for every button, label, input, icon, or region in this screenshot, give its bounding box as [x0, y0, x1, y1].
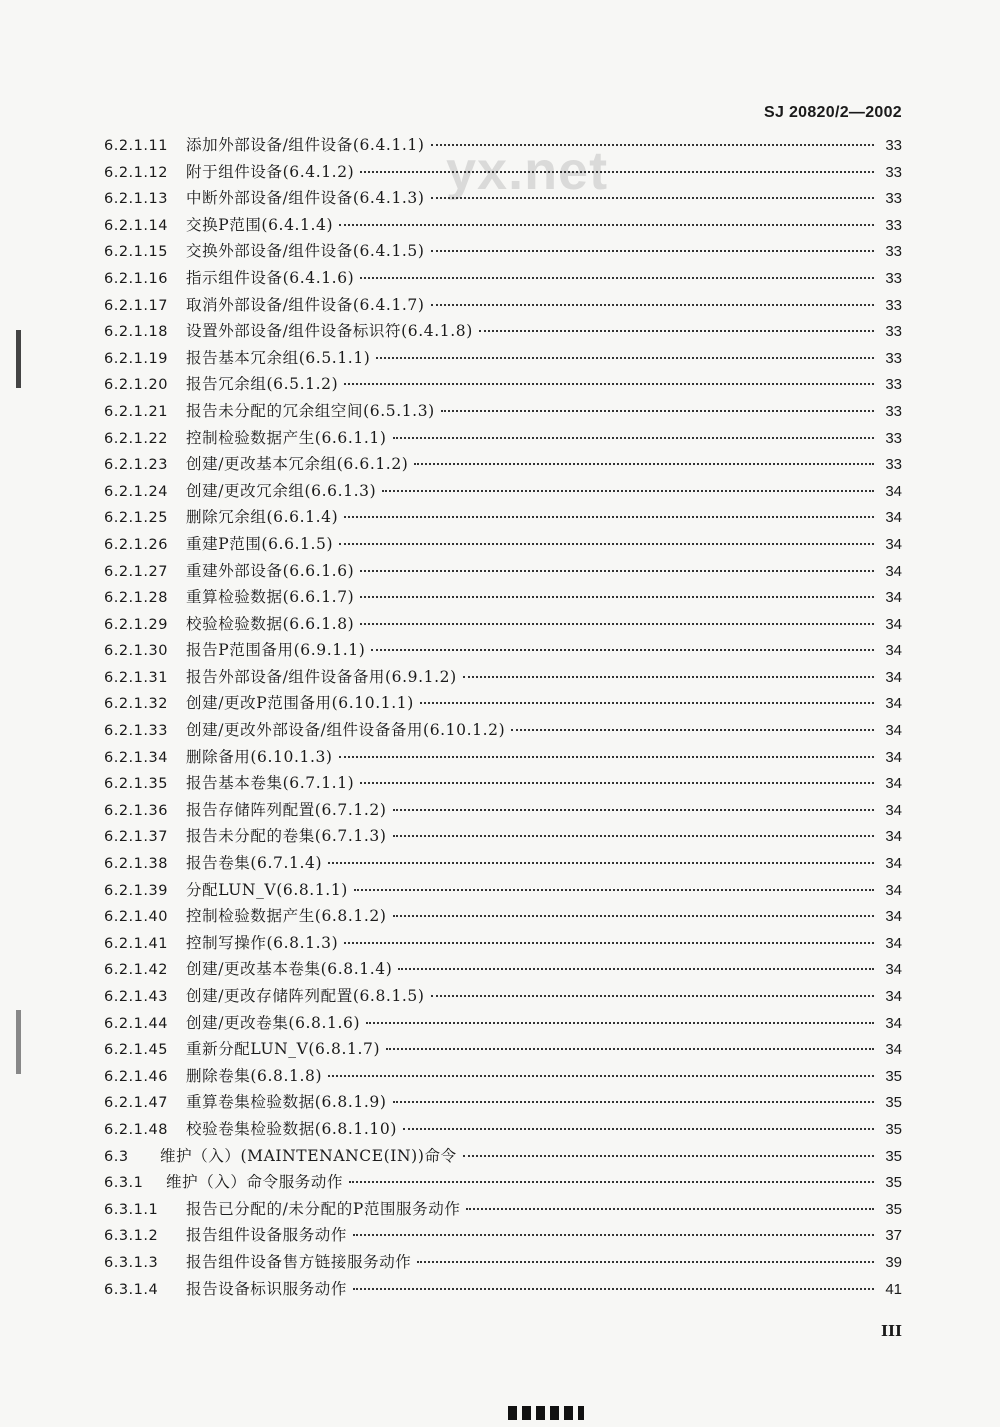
toc-entry-title: 中断外部设备/组件设备(6.4.1.3): [186, 189, 425, 208]
toc-entry[interactable]: [104, 1144, 902, 1171]
toc-entry-title: 添加外部设备/组件设备(6.4.1.1): [186, 136, 425, 154]
dot-leader: [441, 410, 874, 412]
toc-entry-page: 37: [885, 1227, 902, 1245]
toc-entry-title: 创建/更改存储阵列配置(6.8.1.5): [186, 987, 425, 1005]
toc-entry-page: 34: [885, 562, 902, 580]
dot-leader: [354, 889, 874, 891]
toc-entry-title: 创建/更改卷集(6.8.1.6): [186, 1013, 361, 1032]
toc-entry-number: 6.2.1.36: [104, 802, 168, 819]
toc-entry-page: 34: [885, 722, 902, 740]
toc-entry-title: 重算检验数据(6.6.1.7): [186, 588, 355, 607]
dot-leader: [339, 543, 874, 545]
toc-entry-title: 报告P范围备用(6.9.1.1): [186, 641, 366, 660]
toc-entry-page: 33: [885, 163, 902, 181]
dot-leader: [417, 1261, 874, 1263]
toc-entry-page: 35: [885, 1200, 902, 1218]
toc-entry-number: 6.2.1.42: [104, 962, 168, 979]
dot-leader: [403, 1128, 874, 1130]
toc-entry[interactable]: [104, 798, 902, 825]
toc-entry-number: 6.2.1.35: [104, 776, 168, 793]
toc-entry[interactable]: [104, 452, 902, 479]
toc-entry-title: 重算卷集检验数据(6.8.1.9): [186, 1093, 387, 1112]
toc-entry[interactable]: [104, 851, 902, 878]
toc-entry-page: 33: [885, 296, 902, 314]
toc-entry[interactable]: [104, 824, 902, 851]
toc-entry[interactable]: [104, 771, 902, 798]
toc-entry-page: 34: [885, 589, 902, 607]
toc-entry-title: 校验卷集检验数据(6.8.1.10): [186, 1119, 397, 1138]
toc-entry[interactable]: [104, 1197, 902, 1224]
toc-entry-page: 34: [885, 615, 902, 633]
toc-entry-page: 34: [885, 1041, 902, 1059]
toc-entry[interactable]: [104, 505, 902, 532]
toc-entry-title: 创建/更改P范围备用(6.10.1.1): [186, 694, 414, 713]
toc-entry[interactable]: [104, 1117, 902, 1144]
dot-leader: [360, 596, 874, 598]
toc-entry[interactable]: [104, 559, 902, 586]
dot-leader: [393, 915, 874, 917]
toc-entry-number: 6.2.1.19: [104, 350, 168, 367]
toc-entry[interactable]: [104, 984, 902, 1011]
dot-leader: [393, 437, 874, 439]
toc-entry-number: 6.2.1.11: [104, 138, 168, 154]
dot-leader: [414, 463, 874, 465]
toc-entry-number: 6.2.1.46: [104, 1068, 168, 1085]
toc-entry-title: 取消外部设备/组件设备(6.4.1.7): [186, 295, 425, 314]
toc-entry[interactable]: [104, 133, 902, 160]
dot-leader: [328, 1075, 874, 1077]
toc-entry[interactable]: [104, 665, 902, 692]
toc-entry-title: 报告卷集(6.7.1.4): [186, 854, 323, 873]
toc-entry-title: 报告未分配的冗余组空间(6.5.1.3): [186, 401, 435, 420]
toc-entry-page: 34: [885, 642, 902, 660]
toc-entry[interactable]: [104, 931, 902, 958]
toc-entry-page: 35: [885, 1067, 902, 1085]
toc-entry-number: 6.2.1.34: [104, 749, 168, 766]
dot-leader: [360, 782, 874, 784]
toc-entry-page: 33: [885, 429, 902, 447]
toc-entry[interactable]: [104, 1090, 902, 1117]
toc-entry-number: 6.2.1.24: [104, 483, 168, 500]
toc-entry-title: 控制写操作(6.8.1.3): [186, 933, 339, 952]
toc-entry-number: 6.2.1.25: [104, 510, 168, 527]
toc-entry-number: 6.2.1.26: [104, 536, 168, 553]
toc-entry-title: 指示组件设备(6.4.1.6): [186, 268, 355, 287]
dot-leader: [431, 304, 874, 306]
toc-entry-title: 交换P范围(6.4.1.4): [186, 215, 334, 234]
toc-entry-page: 34: [885, 828, 902, 846]
toc-entry-page: 34: [885, 801, 902, 819]
toc-entry-number: 6.2.1.40: [104, 909, 168, 926]
toc-entry[interactable]: [104, 1250, 902, 1277]
toc-entry-title: 报告组件设备售方链接服务动作: [186, 1252, 412, 1271]
toc-entry-page: 34: [885, 961, 902, 979]
toc-entry-number: 6.2.1.39: [104, 882, 168, 899]
dot-leader: [360, 277, 874, 279]
toc-entry-title: 报告设备标识服务动作: [186, 1279, 348, 1298]
toc-entry-page: 34: [885, 775, 902, 793]
toc-entry-number: 6.3: [104, 1148, 129, 1165]
toc-entry-number: 6.2.1.33: [104, 723, 168, 740]
dot-leader: [463, 676, 874, 678]
toc-entry[interactable]: [104, 691, 902, 718]
toc-entry-number: 6.2.1.44: [104, 1015, 168, 1032]
toc-entry-page: 34: [885, 908, 902, 926]
dot-leader: [479, 330, 874, 332]
toc-entry[interactable]: [104, 532, 902, 559]
toc-entry-title: 控制检验数据产生(6.6.1.1): [186, 428, 387, 447]
toc-entry-title: 创建/更改基本卷集(6.8.1.4): [186, 960, 393, 979]
toc-entry-number: 6.2.1.32: [104, 696, 168, 713]
binding-mark-bottom: [16, 1010, 21, 1074]
toc-entry-page: 34: [885, 668, 902, 686]
toc-entry-number: 6.2.1.14: [104, 217, 168, 234]
toc-entry[interactable]: [104, 346, 902, 373]
dot-leader: [420, 702, 874, 704]
toc-entry-number: 6.2.1.12: [104, 164, 168, 181]
toc-entry[interactable]: [104, 1064, 902, 1091]
toc-entry-title: 交换外部设备/组件设备(6.4.1.5): [186, 242, 425, 261]
toc-entry-page: 34: [885, 1014, 902, 1032]
dot-leader: [431, 197, 874, 199]
toc-entry[interactable]: [104, 213, 902, 240]
toc-entry-page: 33: [885, 216, 902, 234]
toc-entry-title: 报告外部设备/组件设备备用(6.9.1.2): [186, 667, 457, 686]
dot-leader: [344, 942, 874, 944]
dot-leader: [431, 250, 874, 252]
dot-leader: [339, 756, 874, 758]
toc-entry-number: 6.2.1.23: [104, 457, 168, 474]
doc-number: SJ 20820/2—2002: [764, 104, 902, 121]
toc-entry-title: 附于组件设备(6.4.1.2): [186, 162, 355, 181]
dot-leader: [371, 649, 874, 651]
toc-entry[interactable]: [104, 372, 902, 399]
toc-entry-number: 6.2.1.30: [104, 643, 168, 660]
toc-entry-title: 重新分配LUN_V(6.8.1.7): [186, 1040, 381, 1059]
dot-leader: [344, 516, 874, 518]
toc-entry-number: 6.3.1.1: [104, 1201, 159, 1218]
toc-entry-number: 6.2.1.28: [104, 590, 168, 607]
toc-entry-title: 创建/更改外部设备/组件设备备用(6.10.1.2): [186, 721, 506, 740]
toc-entry-page: 34: [885, 934, 902, 952]
dot-leader: [398, 968, 874, 970]
dot-leader: [328, 862, 874, 864]
toc-entry-number: 6.3.1.2: [104, 1228, 159, 1245]
toc-entry-title: 删除备用(6.10.1.3): [186, 747, 333, 766]
scan-mark: [508, 1406, 584, 1420]
toc-entry-number: 6.2.1.22: [104, 430, 168, 447]
toc-entry-number: 6.2.1.27: [104, 563, 168, 580]
toc-entry[interactable]: [104, 160, 902, 187]
dot-leader: [360, 623, 874, 625]
toc-entry-number: 6.2.1.17: [104, 297, 168, 314]
toc-entry[interactable]: [104, 479, 902, 506]
toc-entry-number: 6.3.1.3: [104, 1254, 159, 1271]
toc-entry-number: 6.2.1.18: [104, 324, 168, 341]
toc-entry-page: 33: [885, 376, 902, 394]
toc-entry-page: 33: [885, 243, 902, 261]
toc-entry-number: 6.2.1.13: [104, 191, 168, 208]
dot-leader: [339, 224, 874, 226]
dot-leader: [344, 383, 874, 385]
toc-entry-title: 报告组件设备服务动作: [186, 1226, 348, 1245]
toc-entry[interactable]: [104, 1170, 902, 1197]
toc-entry-title: 报告基本冗余组(6.5.1.1): [186, 348, 371, 367]
toc-entry-title: 设置外部设备/组件设备标识符(6.4.1.8): [186, 322, 473, 341]
toc-entry[interactable]: [104, 612, 902, 639]
toc-entry-title: 校验检验数据(6.6.1.8): [186, 614, 355, 633]
toc-entry-number: 6.2.1.47: [104, 1095, 168, 1112]
toc-entry-number: 6.2.1.31: [104, 669, 168, 686]
toc-entry-page: 35: [885, 1147, 902, 1165]
toc-entry-page: 33: [885, 456, 902, 474]
toc-entry-title: 报告冗余组(6.5.1.2): [186, 375, 339, 394]
toc-entry[interactable]: [104, 399, 902, 426]
toc-entry-page: 34: [885, 509, 902, 527]
toc-entry-page: 35: [885, 1094, 902, 1112]
dot-leader: [431, 995, 874, 997]
page-label: III: [880, 1322, 902, 1340]
dot-leader: [382, 490, 874, 492]
toc-entry-title: 分配LUN_V(6.8.1.1): [186, 880, 348, 899]
watermark: yx.net: [446, 141, 609, 201]
toc-entry-page: 34: [885, 695, 902, 713]
table-of-contents: [104, 133, 902, 1303]
toc-entry-title: 报告基本卷集(6.7.1.1): [186, 774, 355, 793]
toc-entry-title: 重建外部设备(6.6.1.6): [186, 561, 355, 580]
dot-leader: [393, 835, 874, 837]
toc-entry-page: 39: [885, 1253, 902, 1271]
dot-leader: [353, 1234, 874, 1236]
toc-entry[interactable]: [104, 1277, 902, 1304]
toc-entry-page: 34: [885, 482, 902, 500]
toc-entry[interactable]: [104, 957, 902, 984]
dot-leader: [431, 144, 874, 146]
dot-leader: [366, 1022, 874, 1024]
toc-entry-page: 41: [885, 1280, 902, 1298]
toc-entry-title: 重建P范围(6.6.1.5): [186, 534, 334, 553]
toc-entry-title: 删除卷集(6.8.1.8): [186, 1066, 323, 1085]
toc-entry-page: 34: [885, 855, 902, 873]
toc-entry-title: 删除冗余组(6.6.1.4): [186, 508, 339, 527]
toc-entry-number: 6.2.1.20: [104, 377, 168, 394]
toc-entry-page: 33: [885, 190, 902, 208]
toc-entry[interactable]: [104, 239, 902, 266]
toc-entry-page: 35: [885, 1174, 902, 1192]
toc-entry-number: 6.2.1.15: [104, 244, 168, 261]
toc-entry[interactable]: [104, 266, 902, 293]
toc-entry-page: 34: [885, 535, 902, 553]
toc-entry-number: 6.2.1.16: [104, 270, 168, 287]
dot-leader: [463, 1155, 874, 1157]
toc-entry-page: 35: [885, 1120, 902, 1138]
dot-leader: [349, 1181, 874, 1183]
toc-entry-number: 6.2.1.38: [104, 856, 168, 873]
toc-entry[interactable]: [104, 426, 902, 453]
dot-leader: [511, 729, 874, 731]
dot-leader: [353, 1288, 874, 1290]
dot-leader: [393, 1101, 874, 1103]
toc-entry-title: 创建/更改基本冗余组(6.6.1.2): [186, 455, 409, 474]
toc-entry-title: 维护（入）命令服务动作: [166, 1173, 344, 1192]
toc-entry-page: 33: [885, 349, 902, 367]
toc-entry-page: 33: [885, 269, 902, 287]
dot-leader: [360, 570, 874, 572]
toc-entry-page: 33: [885, 402, 902, 420]
toc-entry[interactable]: [104, 718, 902, 745]
toc-entry[interactable]: [104, 878, 902, 905]
toc-entry-title: 报告存储阵列配置(6.7.1.2): [186, 800, 387, 819]
toc-entry-number: 6.2.1.29: [104, 616, 168, 633]
dot-leader: [466, 1208, 874, 1210]
toc-entry-title: 控制检验数据产生(6.8.1.2): [186, 907, 387, 926]
toc-entry-number: 6.2.1.48: [104, 1121, 168, 1138]
toc-entry-number: 6.2.1.21: [104, 403, 168, 420]
toc-entry[interactable]: [104, 319, 902, 346]
toc-entry[interactable]: [104, 1037, 902, 1064]
toc-entry-title: 创建/更改冗余组(6.6.1.3): [186, 481, 377, 500]
toc-entry-title: 报告已分配的/未分配的P范围服务动作: [186, 1199, 461, 1218]
toc-entry-number: 6.3.1: [104, 1175, 144, 1192]
dot-leader: [360, 171, 874, 173]
dot-leader: [376, 357, 874, 359]
toc-entry-page: 34: [885, 881, 902, 899]
toc-entry-page: 33: [885, 323, 902, 341]
toc-entry[interactable]: [104, 745, 902, 772]
toc-entry-title: 维护（入）(MAINTENANCE(IN))命令: [160, 1146, 457, 1165]
toc-entry-page: 34: [885, 748, 902, 766]
dot-leader: [393, 809, 874, 811]
toc-entry-page: 34: [885, 988, 902, 1005]
toc-entry[interactable]: [104, 585, 902, 612]
toc-entry-number: 6.3.1.4: [104, 1281, 159, 1298]
toc-entry-title: 报告未分配的卷集(6.7.1.3): [186, 827, 387, 846]
toc-entry[interactable]: [104, 1223, 902, 1250]
toc-entry-number: 6.2.1.37: [104, 829, 168, 846]
toc-entry[interactable]: [104, 186, 902, 213]
toc-entry-number: 6.2.1.45: [104, 1042, 168, 1059]
dot-leader: [386, 1048, 874, 1050]
binding-mark-top: [16, 330, 21, 388]
toc-entry-page: 33: [885, 137, 902, 154]
toc-entry[interactable]: [104, 293, 902, 320]
toc-entry[interactable]: [104, 638, 902, 665]
toc-entry-number: 6.2.1.41: [104, 935, 168, 952]
toc-entry[interactable]: [104, 904, 902, 931]
toc-entry[interactable]: [104, 1011, 902, 1038]
toc-entry-number: 6.2.1.43: [104, 989, 168, 1005]
